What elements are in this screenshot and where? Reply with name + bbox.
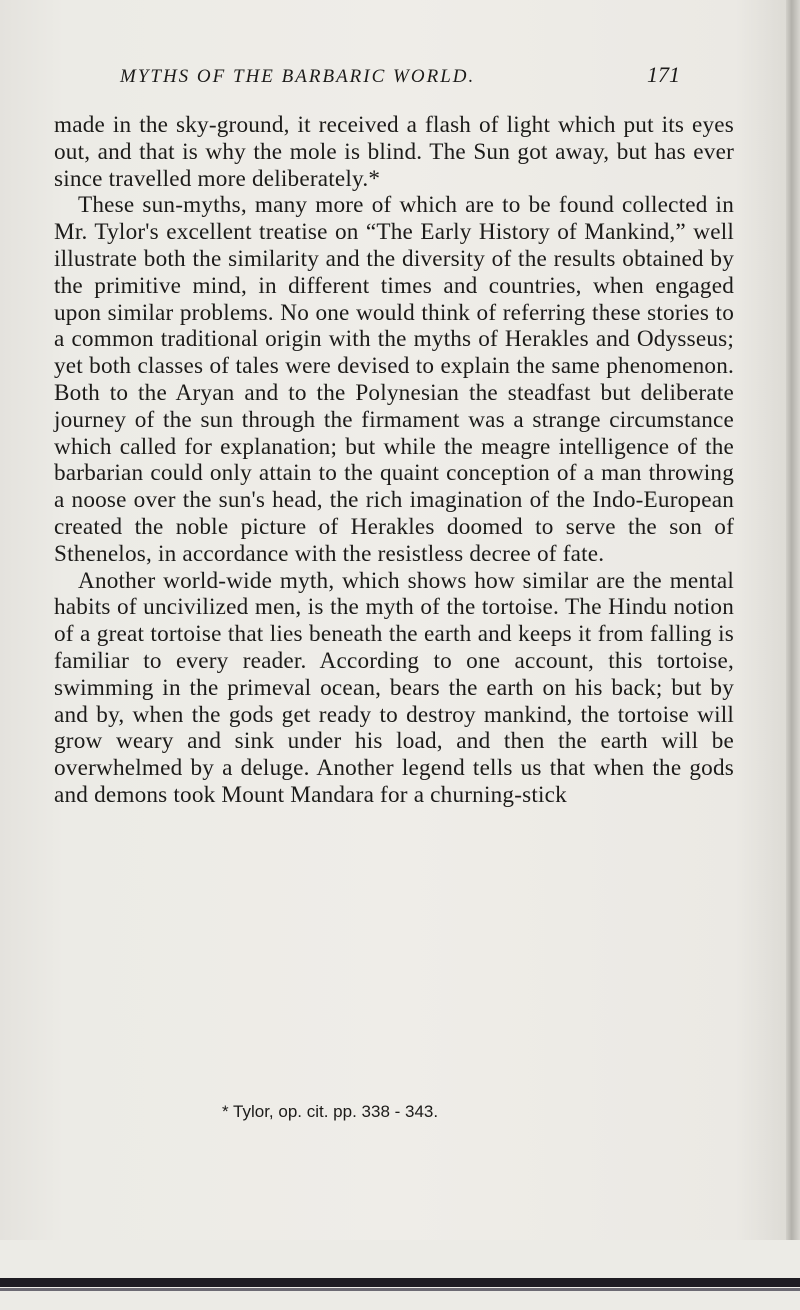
page-number: 171	[647, 62, 680, 87]
page-header	[120, 62, 680, 96]
bottom-rule-shadow	[0, 1288, 800, 1291]
running-head: MYTHS OF THE BARBARIC WORLD.	[120, 66, 476, 87]
paragraph: made in the sky-ground, it received a flash of light which put its eyes out, and that is why the mole is blind. The Sun got away, but has ever since travelled more deliberately.*	[54, 112, 734, 192]
footnote: * Tylor, op. cit. pp. 338 - 343.	[222, 1102, 439, 1121]
page-edge	[786, 0, 800, 1240]
body-text	[54, 112, 734, 809]
paragraph: These sun-myths, many more of which are to be found collected in Mr. Tylor's excellent treatise on “The Early History of Mankind,” well illustrate both the similarity and the diversity of the results obtained by the primitive mind, in different times and countries, when engaged upon similar problems. No one would think of referring these stories to a common traditional origin with the myths of Herakles and Odysseus; yet both classes of tales were devised to explain the same phenomenon. Both to the Aryan and to the Polynesian the steadfast but deliberate journey of the sun through the firmament was a strange circumstance which called for explanation; but while the meagre intelligence of the barbarian could only attain to the quaint conception of a man throwing a noose over the sun's head, the rich imagination of the Indo-European created the noble picture of Herakles doomed to serve the son of Sthenelos, in accordance with the resistless decree of fate.	[54, 192, 734, 567]
bottom-rule	[0, 1278, 800, 1287]
page-bottom	[0, 1240, 800, 1310]
paragraph: Another world-wide myth, which shows how similar are the mental habits of uncivilized men, is the myth of the tortoise. The Hindu notion of a great tortoise that lies beneath the earth and keeps it from falling is familiar to every reader. According to one account, this tortoise, swimming in the primeval ocean, bears the earth on his back; but by and by, when the gods get ready to destroy mankind, the tortoise will grow weary and sink under his load, and then the earth will be overwhelmed by a deluge. Another legend tells us that when the gods and demons took Mount Mandara for a churning-stick	[54, 567, 734, 808]
